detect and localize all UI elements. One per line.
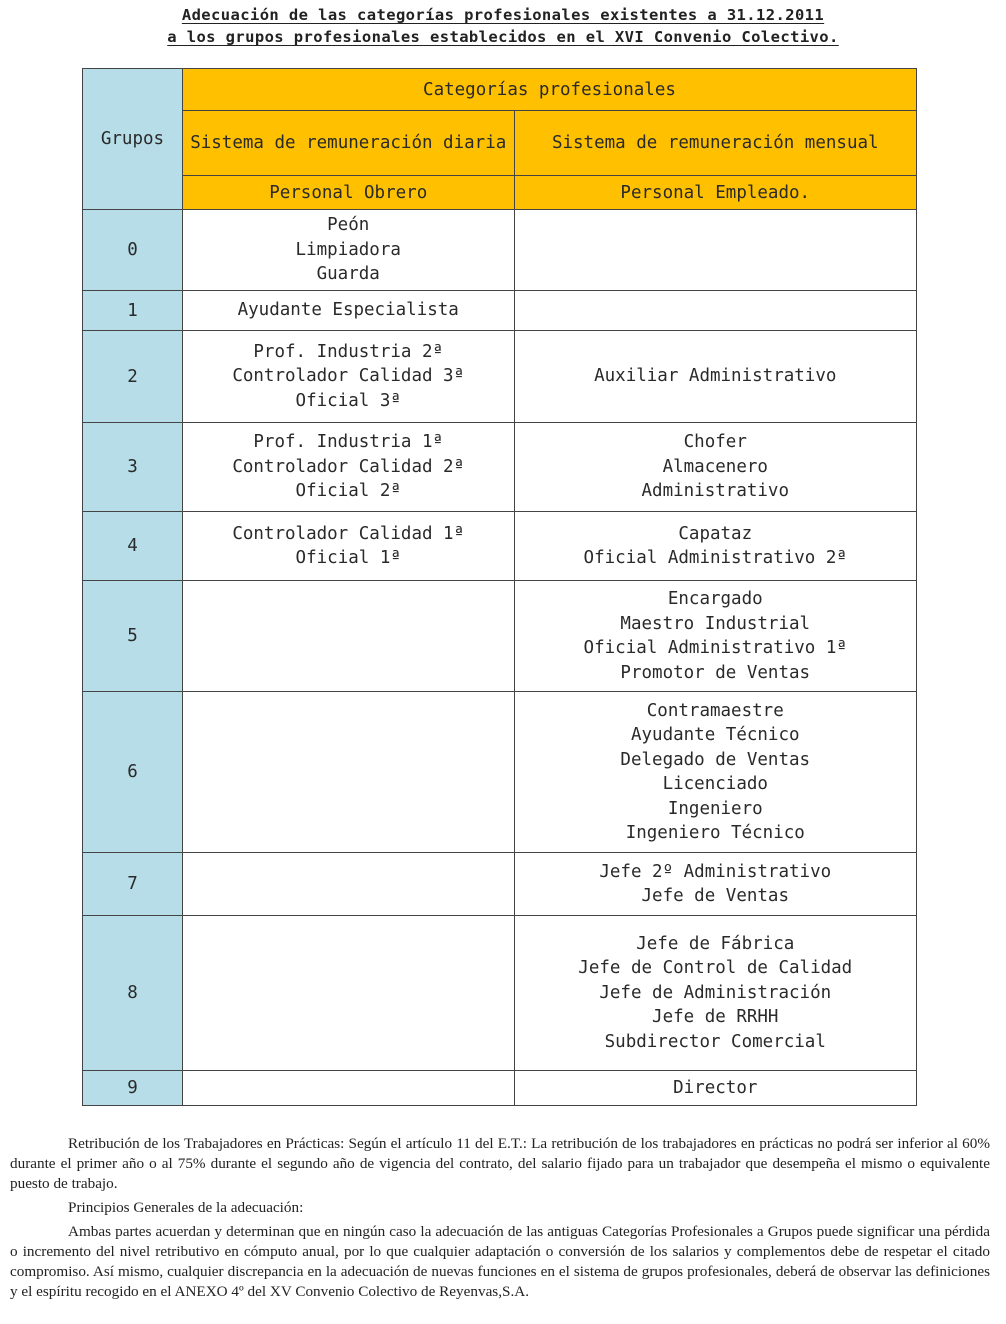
empleado-category: Maestro Industrial <box>620 613 811 634</box>
empleado-category: Oficial Administrativo 2ª <box>583 548 847 568</box>
empleado-category: Jefe de RRHH <box>652 1007 779 1028</box>
grupo-cell: 4 <box>83 512 183 581</box>
empleado-category: Oficial Administrativo 1ª <box>583 638 847 658</box>
table-row <box>83 581 917 692</box>
obrero-category: Ayudante Especialista <box>237 300 459 321</box>
table-body <box>83 210 917 1106</box>
empleado-category: Licenciado <box>662 774 768 794</box>
table-row <box>83 853 917 916</box>
obrero-cell <box>182 291 514 331</box>
document-title <box>0 4 1006 48</box>
grupo-cell: 6 <box>83 692 183 853</box>
empleado-category: Jefe de Administración <box>599 982 832 1003</box>
obrero-category: Prof. Industria 1ª <box>253 432 444 453</box>
empleado-category: Chofer <box>683 432 747 453</box>
header-sistema-diaria: Sistema de remuneración diaria <box>182 111 514 176</box>
title-line-2: a los grupos profesionales establecidos en el XVI Convenio Colectivo. <box>167 28 839 46</box>
obrero-category: Oficial 2ª <box>295 481 401 502</box>
empleado-category: Jefe de Ventas <box>641 886 790 906</box>
table-row <box>83 692 917 853</box>
grupo-cell: 2 <box>83 331 183 423</box>
header-personal-obrero: Personal Obrero <box>182 176 514 210</box>
table-row <box>83 1071 917 1106</box>
principios-paragraph: Ambas partes acuerdan y determinan que en ningún caso la adecuación de las antiguas Categorías Profesionales a Grupos puede significar una pérdida o incremento del nivel retributivo en cómputo anual, por lo que cualquier adaptación o conversión de los salarios y complementos debe de respetar el citado compromiso. Así mismo, cualquier discrepancia en la adecuación de nuevas funciones en el sistema de grupos profesionales, deberá de observar las definiciones y el espíritu recogido en el ANEXO 4º del XV Convenio Colectivo de Reyenvas,S.A. <box>10 1223 990 1300</box>
empleado-category: Capataz <box>678 523 753 544</box>
empleado-category: Encargado <box>667 589 763 609</box>
grupo-cell: 1 <box>83 291 183 331</box>
grupo-cell: 5 <box>83 581 183 692</box>
obrero-cell <box>182 581 514 692</box>
obrero-category: Prof. Industria 2ª <box>253 341 444 362</box>
empleado-cell <box>514 291 916 331</box>
obrero-cell <box>182 423 514 512</box>
principios-heading: Principios Generales de la adecuación: <box>68 1199 304 1216</box>
empleado-category: Contramaestre <box>646 700 784 721</box>
obrero-cell <box>182 1071 514 1106</box>
empleado-category: Auxiliar Administrativo <box>594 366 837 387</box>
practicas-paragraph: Retribución de los Trabajadores en Prácticas: Según el artículo 11 del E.T.: La retribución de los trabajadores en prácticas no podrá ser inferior al 60% durante el primer año o al 75% durante el segundo año de vigencia del contrato, del salario fijado para un trabajador que desempeña el mismo o equivalente puesto de trabajo. <box>10 1135 990 1192</box>
empleado-category: Ayudante Técnico <box>630 725 800 745</box>
obrero-category: Peón <box>327 215 370 236</box>
table-row <box>83 331 917 423</box>
obrero-category: Guarda <box>316 264 380 285</box>
empleado-category: Jefe de Control de Calidad <box>578 958 853 979</box>
title-line-1: Adecuación de las categorías profesionales existentes a 31.12.2011 <box>181 6 825 24</box>
obrero-cell <box>182 916 514 1071</box>
grupo-cell: 7 <box>83 853 183 916</box>
obrero-category: Controlador Calidad 2ª <box>232 456 465 477</box>
obrero-category: Limpiadora <box>295 239 401 260</box>
obrero-category: Oficial 3ª <box>295 390 401 411</box>
empleado-category: Jefe de Fábrica <box>636 933 795 954</box>
obrero-category: Controlador Calidad 1ª <box>232 523 465 544</box>
empleado-category: Promotor de Ventas <box>620 662 811 683</box>
empleado-category: Administrativo <box>641 481 790 502</box>
table-row <box>83 210 917 291</box>
empleado-category: Delegado de Ventas <box>620 749 811 770</box>
obrero-cell <box>182 692 514 853</box>
grupo-cell: 8 <box>83 916 183 1071</box>
categories-table <box>82 68 917 1106</box>
obrero-cell <box>182 512 514 581</box>
empleado-cell <box>514 1071 916 1106</box>
empleado-cell <box>514 853 916 916</box>
empleado-category: Almacenero <box>662 456 768 477</box>
empleado-cell <box>514 423 916 512</box>
grupo-cell: 3 <box>83 423 183 512</box>
table-row <box>83 291 917 331</box>
table-row <box>83 512 917 581</box>
obrero-category: Oficial 1ª <box>295 548 401 568</box>
empleado-category: Subdirector Comercial <box>604 1031 826 1052</box>
header-categorias: Categorías profesionales <box>182 69 916 111</box>
empleado-category: Director <box>673 1077 758 1098</box>
obrero-cell <box>182 331 514 423</box>
obrero-cell <box>182 853 514 916</box>
header-grupos: Grupos <box>83 69 183 210</box>
empleado-cell <box>514 210 916 291</box>
grupo-cell: 9 <box>83 1071 183 1106</box>
empleado-cell <box>514 512 916 581</box>
header-personal-empleado: Personal Empleado. <box>514 176 916 210</box>
empleado-category: Jefe 2º Administrativo <box>599 861 832 882</box>
obrero-category: Controlador Calidad 3ª <box>232 366 465 387</box>
obrero-cell <box>182 210 514 291</box>
grupo-cell: 0 <box>83 210 183 291</box>
table-row <box>83 916 917 1071</box>
header-sistema-mensual: Sistema de remuneración mensual <box>514 111 916 176</box>
empleado-category: Ingeniero <box>667 798 763 819</box>
empleado-cell <box>514 916 916 1071</box>
footer-text <box>10 1134 990 1302</box>
empleado-cell <box>514 692 916 853</box>
empleado-cell <box>514 581 916 692</box>
empleado-category: Ingeniero Técnico <box>625 823 805 843</box>
empleado-cell <box>514 331 916 423</box>
table-row <box>83 423 917 512</box>
